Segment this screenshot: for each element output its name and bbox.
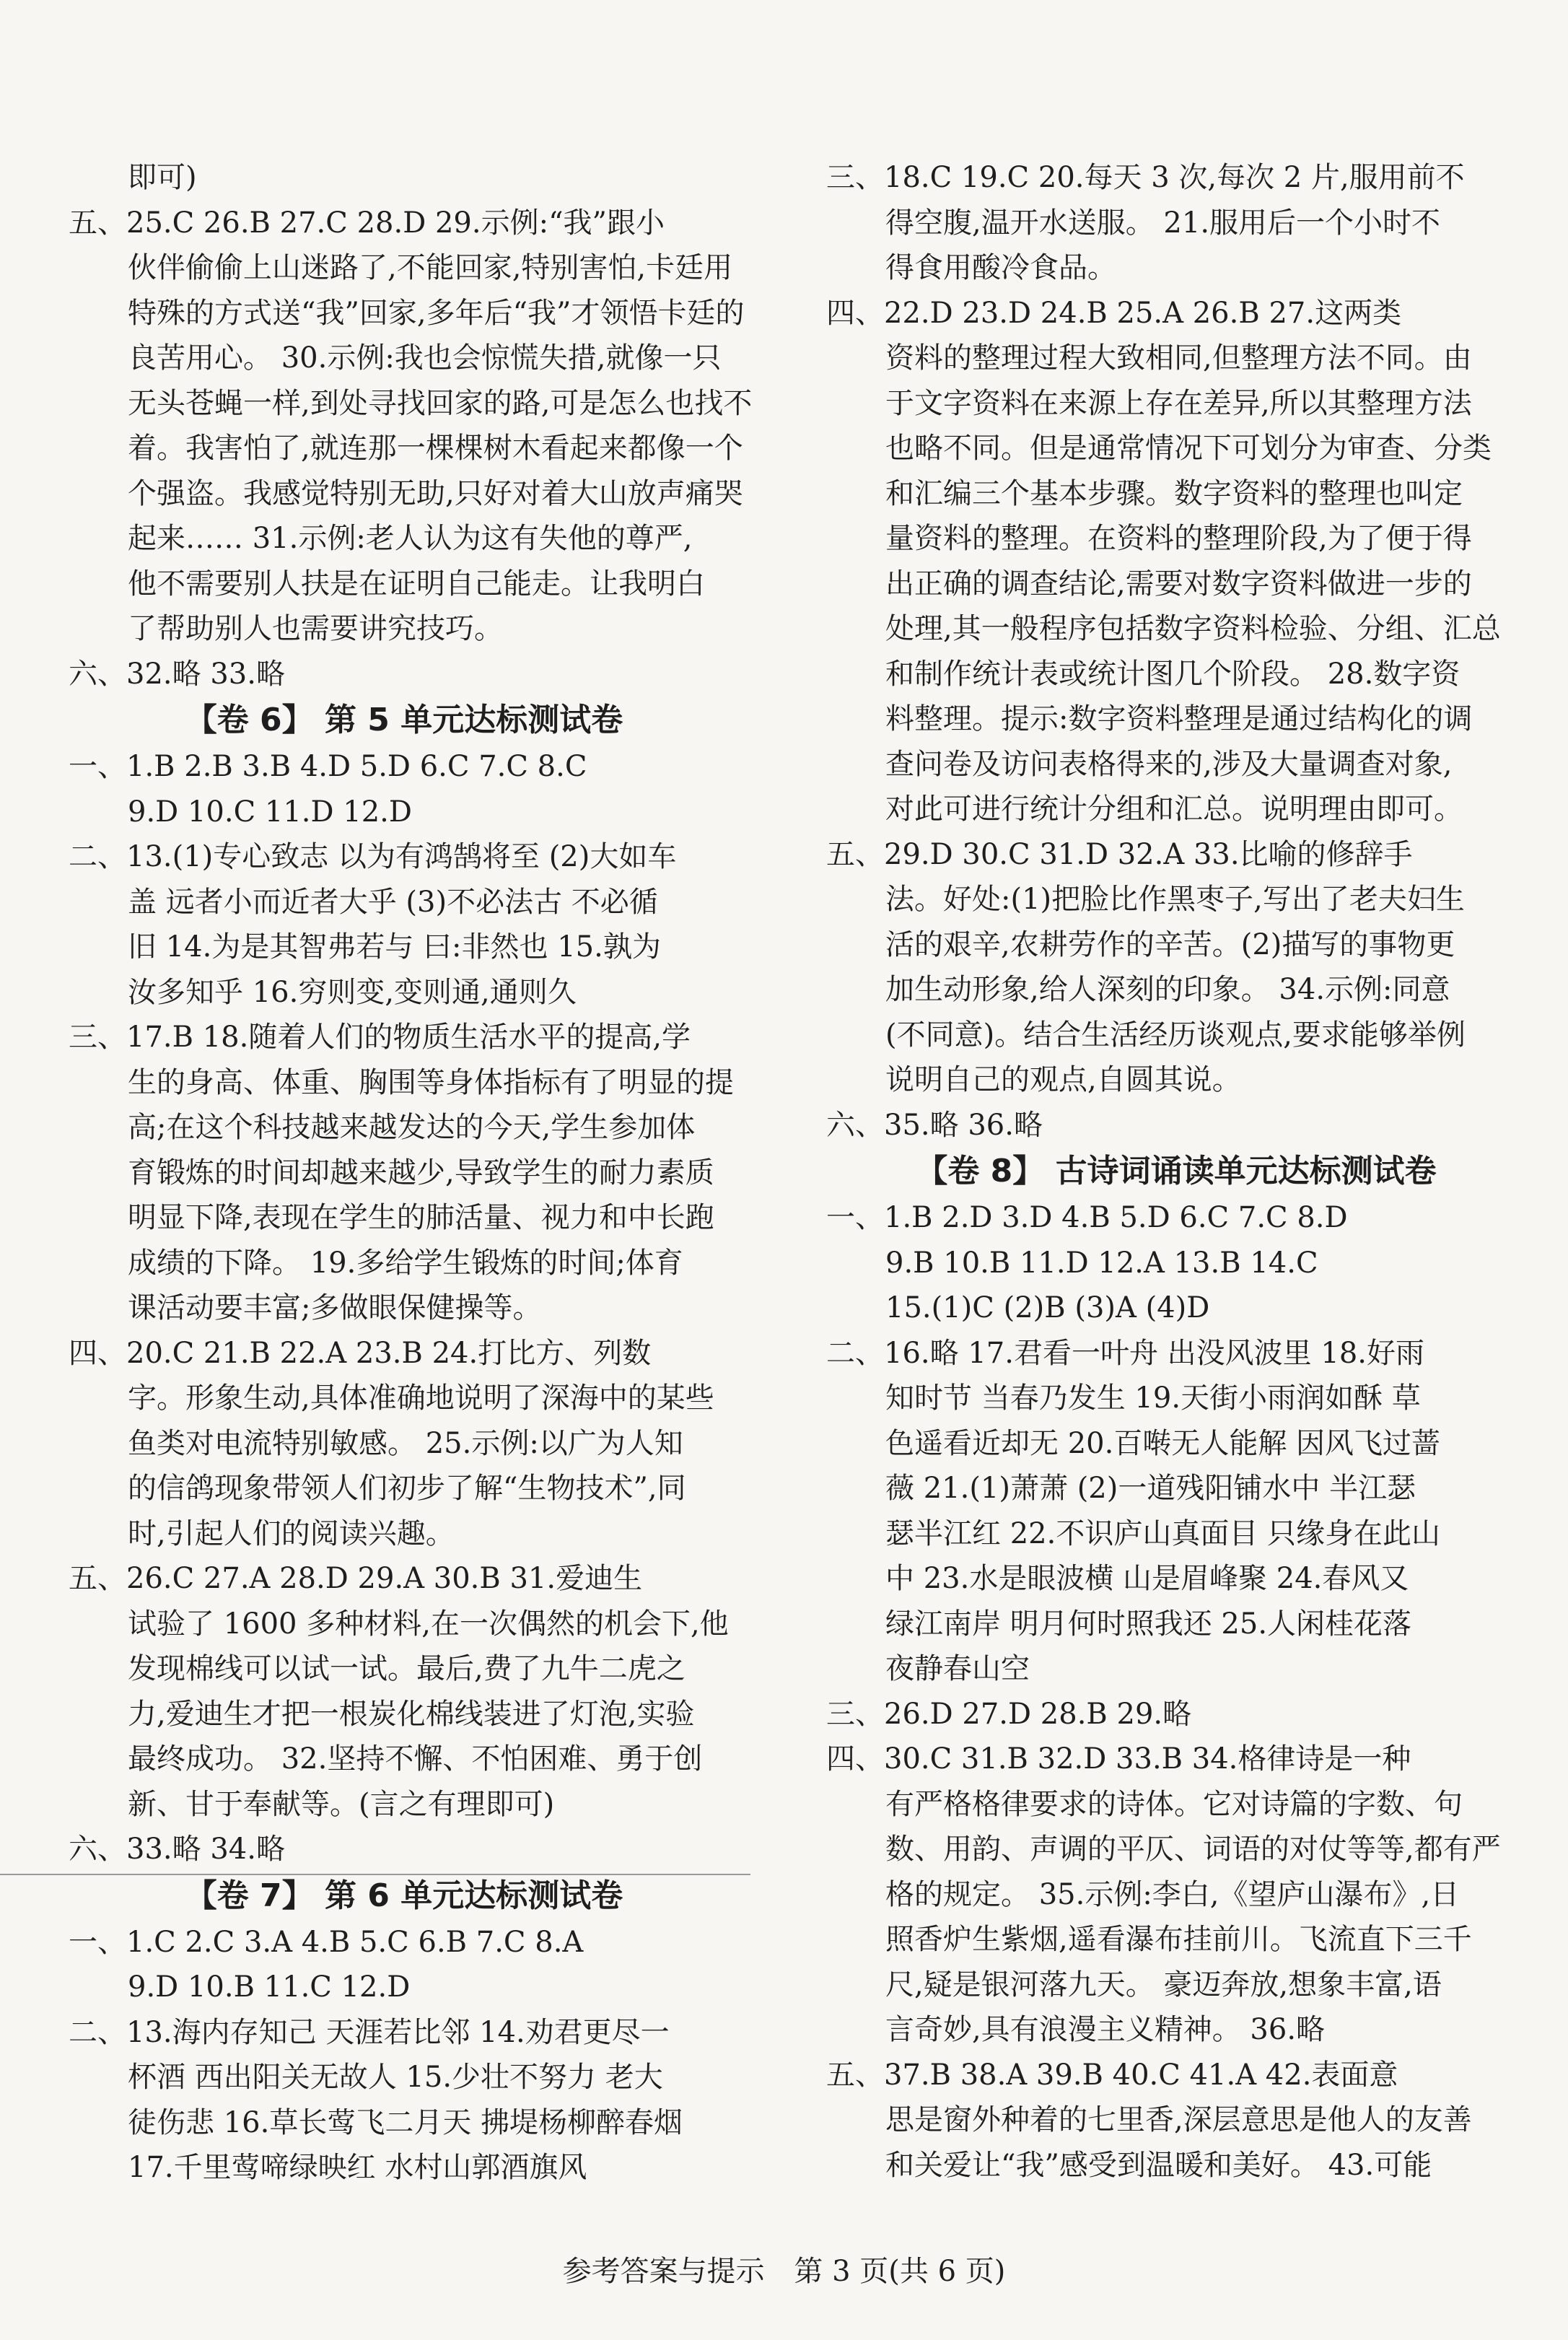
answer-line: 个强盗。我感觉特别无助,只好对着大山放声痛哭 [128, 476, 743, 510]
answer-line: 起来…… 31.示例:老人认为这有失他的尊严, [128, 522, 693, 555]
answer-line: 徒伤悲 16.草长莺飞二月天 拂堤杨柳醉春烟 [128, 2105, 683, 2139]
answer-line: 二、16.略 17.君看一叶舟 出没风波里 18.好雨 [826, 1336, 1424, 1370]
answer-line: 成绩的下降。 19.多给学生锻炼的时间;体育 [128, 1246, 683, 1280]
answer-line: 也略不同。但是通常情况下可划分为审查、分类 [885, 432, 1492, 465]
answer-line: 了帮助别人也需要讲究技巧。 [128, 612, 503, 645]
answer-line: 瑟半江红 22.不识庐山真面目 只缘身在此山 [885, 1516, 1441, 1550]
answer-line: 得空腹,温开水送服。 21.服用后一个小时不 [885, 206, 1441, 240]
answer-line: 试验了 1600 多种材料,在一次偶然的机会下,他 [128, 1607, 729, 1641]
section-heading: 【卷 7】 第 6 单元达标测试卷 [185, 1877, 623, 1914]
answer-line: 薇 21.(1)萧萧 (2)一道残阳铺水中 半江瑟 [885, 1472, 1416, 1505]
answer-line: 二、13.(1)专心致志 以为有鸿鹄将至 (2)大如车 [69, 840, 677, 873]
answer-line: 对此可进行统计分组和汇总。说明理由即可。 [885, 793, 1463, 826]
answer-line: 和汇编三个基本步骤。数字资料的整理也叫定 [885, 476, 1463, 510]
answer-line: 于文字资料在来源上存在差异,所以其整理方法 [885, 386, 1472, 420]
answer-line: 中 23.水是眼波横 山是眉峰聚 24.春风又 [885, 1562, 1409, 1595]
answer-line: 二、13.海内存知己 天涯若比邻 14.劝君更尽一 [69, 2015, 670, 2049]
answer-line: 9.D 10.B 11.C 12.D [128, 1970, 411, 2004]
answer-line: 新、甘于奉献等。(言之有理即可) [128, 1787, 555, 1821]
right-column [826, 155, 1505, 2188]
answer-line: 他不需要别人扶是在证明自己能走。让我明白 [128, 567, 705, 601]
answer-line: 量资料的整理。在资料的整理阶段,为了便于得 [885, 522, 1472, 555]
answer-line: 鱼类对电流特别敏感。 25.示例:以广为人知 [128, 1426, 683, 1460]
answer-line: 五、29.D 30.C 31.D 32.A 33.比喻的修辞手 [826, 837, 1413, 871]
answer-line: 夜静春山空 [885, 1652, 1030, 1685]
answer-line: 和关爱让“我”感受到温暖和美好。 43.可能 [885, 2148, 1432, 2182]
answer-line: 高;在这个科技越来越发达的今天,学生参加体 [128, 1111, 696, 1144]
answer-line: 五、26.C 27.A 28.D 29.A 30.B 31.爱迪生 [69, 1562, 643, 1595]
answer-line: 知时节 当春乃发生 19.天街小雨润如酥 草 [885, 1381, 1421, 1415]
answer-line: 一、1.C 2.C 3.A 4.B 5.C 6.B 7.C 8.A [69, 1925, 584, 1959]
answer-line: 盖 远者小而近者大乎 (3)不必法古 不必循 [128, 885, 658, 919]
answer-line: 无头苍蝇一样,到处寻找回家的路,可是怎么也找不 [128, 386, 753, 420]
section-divider [0, 1874, 750, 1875]
left-column [69, 155, 753, 2191]
answer-line: 照香炉生紫烟,遥看瀑布挂前川。飞流直下三千 [885, 1923, 1472, 1956]
answer-line: 尺,疑是银河落九天。 豪迈奔放,想象丰富,语 [885, 1968, 1442, 2001]
answer-line: 汝多知乎 16.穷则变,变则通,通则久 [128, 975, 577, 1009]
section-heading: 【卷 6】 第 5 单元达标测试卷 [185, 702, 623, 738]
answer-line: 一、1.B 2.B 3.B 4.D 5.D 6.C 7.C 8.C [69, 750, 587, 783]
answer-line: 法。好处:(1)把脸比作黑枣子,写出了老夫妇生 [885, 883, 1465, 916]
answer-line: 课活动要丰富;多做眼保健操等。 [128, 1291, 542, 1324]
answer-line: 一、1.B 2.D 3.D 4.B 5.D 6.C 7.C 8.D [826, 1201, 1348, 1234]
answer-line: 的信鸽现象带领人们初步了解“生物技术”,同 [128, 1472, 686, 1505]
answer-line: 9.D 10.C 11.D 12.D [128, 795, 412, 829]
answer-line: 生的身高、体重、胸围等身体指标有了明显的提 [128, 1065, 734, 1099]
answer-line: 料整理。提示:数字资料整理是通过结构化的调 [885, 702, 1473, 735]
answer-line: 字。形象生动,具体准确地说明了深海中的某些 [128, 1381, 714, 1415]
answer-line: 有严格格律要求的诗体。它对诗篇的字数、句 [885, 1787, 1463, 1821]
section-heading: 【卷 8】 古诗词诵读单元达标测试卷 [916, 1153, 1437, 1189]
answer-line: 出正确的调查结论,需要对数字资料做进一步的 [885, 567, 1472, 601]
answer-line: 和制作统计表或统计图几个阶段。 28.数字资 [885, 657, 1460, 691]
answer-line: 六、35.略 36.略 [826, 1108, 1043, 1142]
answer-line: 即可) [128, 161, 197, 194]
footer-page-number: 第 3 页(共 6 页) [794, 2255, 1006, 2288]
answer-line: 数、用韵、声调的平仄、词语的对仗等等,都有严 [885, 1833, 1501, 1866]
answer-line: 三、26.D 27.D 28.B 29.略 [826, 1697, 1192, 1731]
answer-line: 处理,其一般程序包括数字资料检验、分组、汇总 [885, 612, 1501, 645]
answer-line: 明显下降,表现在学生的肺活量、视力和中长跑 [128, 1201, 714, 1234]
answer-line: 活的艰辛,农耕劳作的辛苦。(2)描写的事物更 [885, 927, 1455, 961]
answer-line: 17.千里莺啼绿映红 水村山郭酒旗风 [128, 2151, 587, 2184]
answer-line: 言奇妙,具有浪漫主义精神。 36.略 [885, 2013, 1326, 2046]
answer-line: 五、37.B 38.A 39.B 40.C 41.A 42.表面意 [826, 2058, 1398, 2092]
answer-line: 特殊的方式送“我”回家,多年后“我”才领悟卡廷的 [128, 296, 745, 330]
page-footer [0, 2248, 1568, 2289]
answer-line: 育锻炼的时间却越来越少,导致学生的耐力素质 [128, 1156, 714, 1189]
answer-line: 说明自己的观点,自圆其说。 [885, 1063, 1241, 1096]
answer-line: 四、30.C 31.B 32.D 33.B 34.格律诗是一种 [826, 1742, 1411, 1776]
answer-line: 四、20.C 21.B 22.A 23.B 24.打比方、列数 [69, 1336, 652, 1370]
answer-line: 三、17.B 18.随着人们的物质生活水平的提高,学 [69, 1021, 691, 1054]
answer-line: 最终成功。 32.坚持不懈、不怕困难、勇于创 [128, 1742, 703, 1776]
answer-line: 查问卷及访问表格得来的,涉及大量调查对象, [885, 747, 1453, 781]
footer-title: 参考答案与提示 [562, 2255, 765, 2288]
answer-line: 六、32.略 33.略 [69, 657, 285, 691]
answer-line: 加生动形象,给人深刻的印象。 34.示例:同意 [885, 973, 1450, 1006]
answer-line: 三、18.C 19.C 20.每天 3 次,每次 2 片,服用前不 [826, 161, 1465, 194]
answer-line: 五、25.C 26.B 27.C 28.D 29.示例:“我”跟小 [69, 206, 665, 240]
answer-line: 9.B 10.B 11.D 12.A 13.B 14.C [885, 1246, 1318, 1280]
answer-line: (不同意)。结合生活经历谈观点,要求能够举例 [885, 1018, 1466, 1052]
answer-line: 着。我害怕了,就连那一棵棵树木看起来都像一个 [128, 432, 743, 465]
answer-line: 良苦用心。 30.示例:我也会惊慌失措,就像一只 [128, 341, 722, 375]
answer-line: 六、33.略 34.略 [69, 1833, 285, 1866]
answer-line: 旧 14.为是其智弗若与 曰:非然也 15.孰为 [128, 930, 661, 964]
answer-line: 四、22.D 23.D 24.B 25.A 26.B 27.这两类 [826, 296, 1402, 330]
answer-line: 杯酒 西出阳关无故人 15.少壮不努力 老大 [128, 2061, 663, 2094]
answer-line: 伙伴偷偷上山迷路了,不能回家,特别害怕,卡廷用 [128, 251, 733, 284]
answer-line: 得食用酸冷食品。 [885, 251, 1116, 284]
answer-line: 资料的整理过程大致相同,但整理方法不同。由 [885, 341, 1472, 375]
answer-line: 发现棉线可以试一试。最后,费了九牛二虎之 [128, 1652, 686, 1685]
answer-line: 绿江南岸 明月何时照我还 25.人闲桂花落 [885, 1607, 1412, 1641]
answer-line: 色遥看近却无 20.百啭无人能解 因风飞过蔷 [885, 1426, 1441, 1460]
answer-line: 格的规定。 35.示例:李白,《望庐山瀑布》,日 [885, 1877, 1460, 1911]
answer-line: 15.(1)C (2)B (3)A (4)D [885, 1291, 1210, 1324]
answer-line: 力,爱迪生才把一根炭化棉线装进了灯泡,实验 [128, 1697, 695, 1731]
answer-line: 思是窗外种着的七里香,深层意思是他人的友善 [885, 2103, 1472, 2136]
answer-line: 时,引起人们的阅读兴趣。 [128, 1516, 455, 1550]
